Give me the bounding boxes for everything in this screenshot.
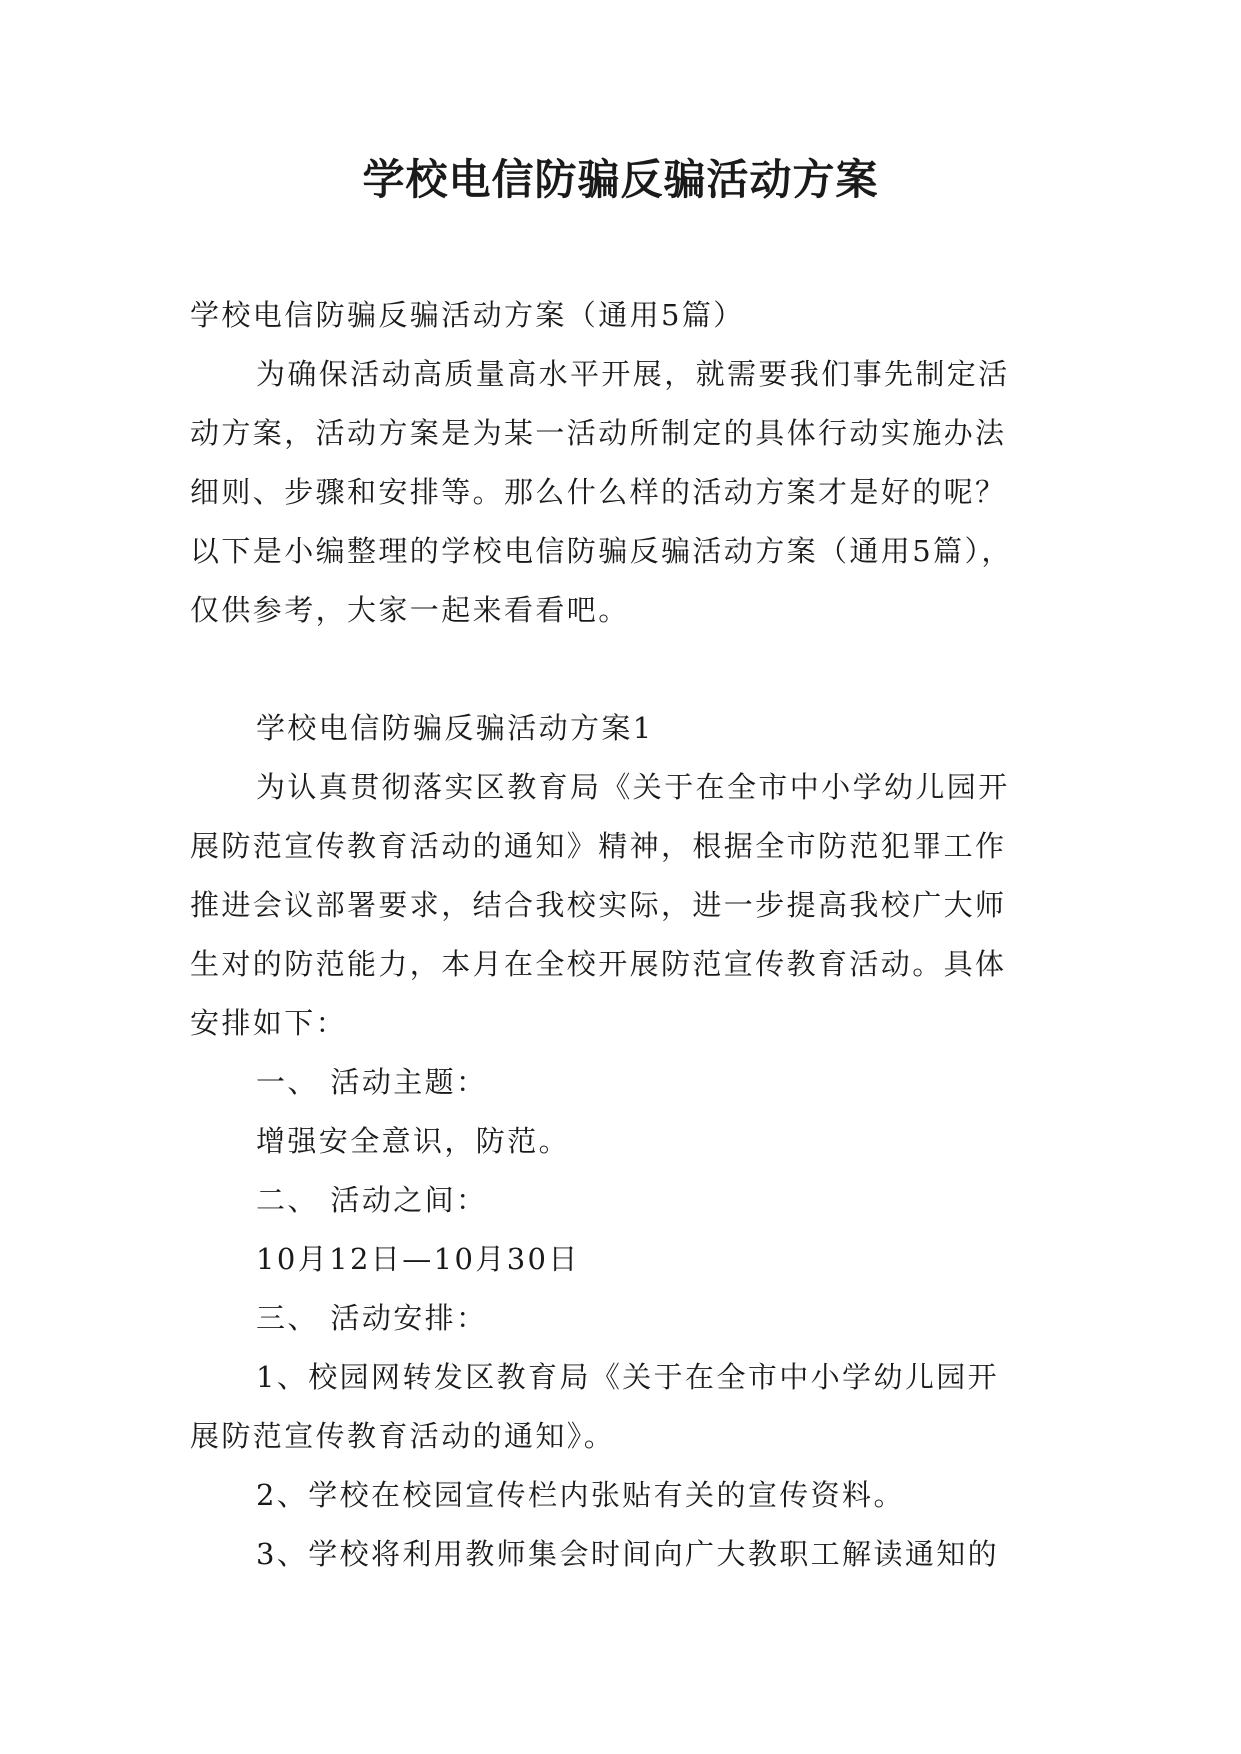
- paragraph-line: 3、学校将利用教师集会时间向广大教职工解读通知的: [256, 1537, 1000, 1571]
- list-heading: 一、 活动主题：: [256, 1065, 488, 1099]
- paragraph-line: 1、校园网转发区教育局《关于在全市中小学幼儿园开: [256, 1360, 1000, 1394]
- paragraph-line: 以下是小编整理的学校电信防骗反骗活动方案（通用5篇），: [190, 534, 1013, 568]
- paragraph-line: 展防范宣传教育活动的通知》。: [190, 1419, 616, 1453]
- paragraph-line: 2、学校在校园宣传栏内张贴有关的宣传资料。: [256, 1478, 905, 1512]
- paragraph-line: 生对的防范能力，本月在全校开展防范宣传教育活动。具体: [190, 947, 1007, 981]
- subtitle-line: 学校电信防骗反骗活动方案（通用5篇）: [190, 298, 745, 332]
- paragraph-line: 增强安全意识，防范。: [256, 1124, 571, 1158]
- paragraph-line: 细则、步骤和安排等。那么什么样的活动方案才是好的呢？: [190, 475, 1007, 509]
- document-title: 学校电信防骗反骗活动方案: [362, 155, 879, 204]
- section-heading: 学校电信防骗反骗活动方案1: [256, 711, 654, 745]
- paragraph-line: 10月12日—10月30日: [256, 1242, 580, 1276]
- paragraph-line: 为认真贯彻落实区教育局《关于在全市中小学幼儿园开: [256, 770, 1010, 804]
- paragraph-line: 动方案，活动方案是为某一活动所制定的具体行动实施办法: [190, 416, 1007, 450]
- paragraph-line: 为确保活动高质量高水平开展，就需要我们事先制定活: [256, 357, 1010, 391]
- list-heading: 二、 活动之间：: [256, 1183, 488, 1217]
- paragraph-line: 展防范宣传教育活动的通知》精神，根据全市防范犯罪工作: [190, 829, 1007, 863]
- paragraph-line: 仅供参考，大家一起来看看吧。: [190, 593, 630, 627]
- paragraph-line: 推进会议部署要求，结合我校实际，进一步提高我校广大师: [190, 888, 1007, 922]
- paragraph-line: 安排如下：: [190, 1006, 348, 1040]
- list-heading: 三、 活动安排：: [256, 1301, 488, 1335]
